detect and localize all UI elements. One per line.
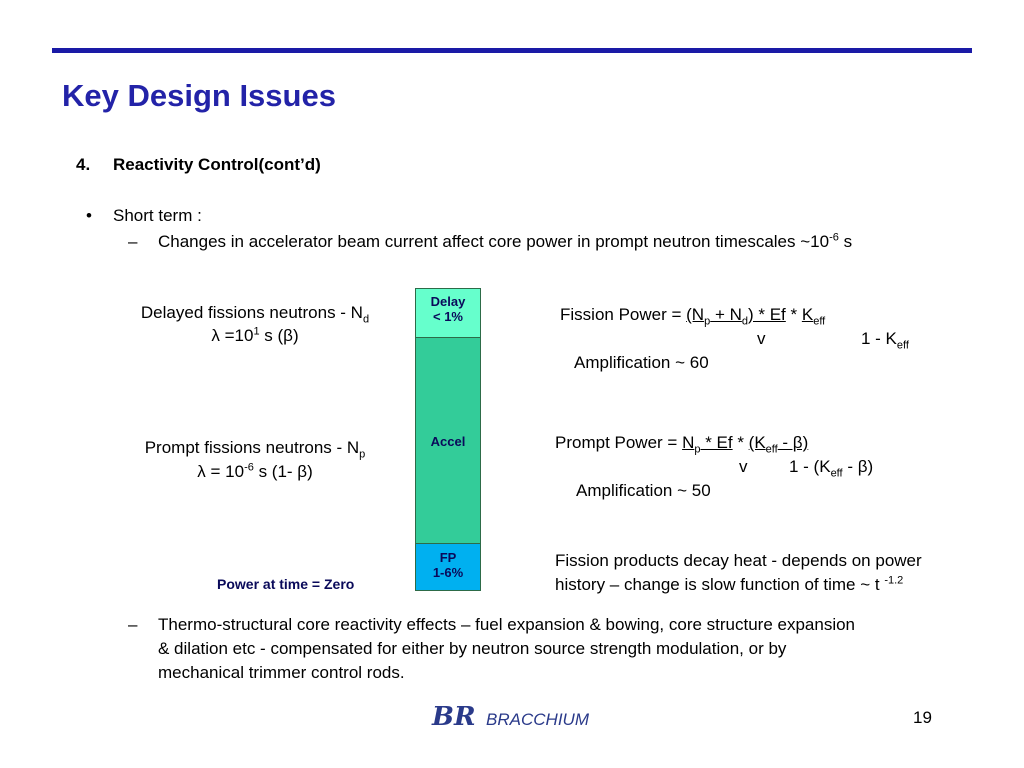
bullet-marker: • — [86, 206, 92, 225]
short-term-detail: Changes in accelerator beam current affect core power in prompt neutron timescales $\sim 10^{-6}$ s — [158, 231, 853, 251]
fission-power-den-k: $1 - K_{eff}$ — [861, 329, 909, 352]
fp-label: FP — [439, 550, 457, 565]
delayed-neutrons-label: Delayed fissions neutrons - $N_d$ — [140, 303, 370, 326]
delayed-neutrons-lambda: $\lambda =10^1$ s (β) — [211, 325, 299, 345]
accel-label: Accel — [430, 434, 466, 449]
thermo-line1: Thermo-structural core reactivity effects – fuel expansion & bowing, core structure expansion — [158, 615, 856, 634]
section-heading: Reactivity Control(cont’d) — [113, 155, 321, 174]
top-rule — [52, 48, 972, 53]
fission-amplification: Amplification ~ 60 — [574, 353, 709, 372]
power-bar-caption: Power at time = Zero — [217, 576, 355, 592]
logo-name: BRACCHIUM — [486, 710, 589, 729]
fp-note-line1: Fission products decay heat - depends on power — [555, 551, 922, 570]
thermo-marker: – — [128, 615, 138, 634]
delay-label: Delay — [430, 294, 466, 309]
short-term-label: Short term : — [113, 206, 202, 225]
prompt-neutrons-label: Prompt fissions neutrons - $N_p$ — [144, 438, 366, 461]
prompt-power-formula: Prompt Power = $N_p$ * Ef * $(K_{eff} - \beta)$ — [555, 433, 809, 456]
fission-power-den-v: v — [757, 329, 766, 348]
delay-percent: < 1% — [433, 309, 463, 324]
prompt-neutrons-lambda: $\lambda = 10^{-6}$ s (1- β) — [197, 461, 313, 481]
bar-segment-delay — [415, 288, 481, 338]
thermo-line2: & dilation etc - compensated for either by neutron source strength modulation, or by — [158, 639, 787, 658]
fission-power-formula: Fission Power = $(N_p + N_d) * Ef * K_{eff}$ — [560, 305, 826, 328]
prompt-power-den-k: $1 - (K_{eff} - \beta)$ — [789, 457, 874, 480]
sub-bullet-marker: – — [128, 232, 138, 251]
bar-segment-fp — [415, 543, 481, 591]
prompt-amplification: Amplification ~ 50 — [576, 481, 711, 500]
thermo-line3: mechanical trimmer control rods. — [158, 663, 405, 682]
bar-segment-accel — [415, 337, 481, 544]
logo-mark: BR — [432, 702, 476, 732]
fp-percent: 1-6% — [432, 565, 464, 580]
slide-title: Key Design Issues — [62, 78, 336, 113]
bracchium-logo — [432, 702, 589, 732]
fp-note-line2: history – change is slow function of time ~ t $^{-1.2}$ — [555, 574, 904, 594]
prompt-power-den-v: v — [739, 457, 748, 476]
section-number: 4. — [76, 155, 91, 174]
page-number: 19 — [913, 708, 932, 727]
